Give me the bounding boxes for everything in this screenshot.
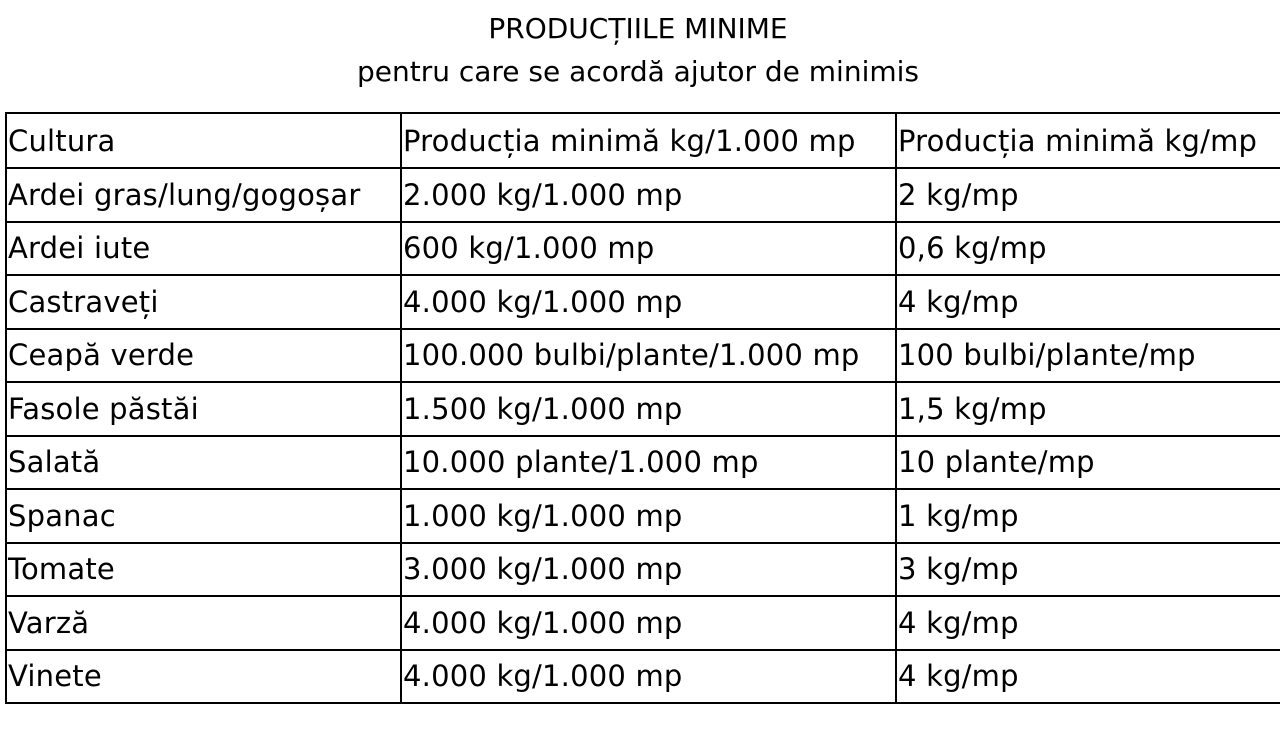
production-per-sqm-cell: 100 bulbi/plante/mp: [896, 329, 1280, 383]
production-per-sqm-cell: 10 plante/mp: [896, 436, 1280, 490]
production-table: [5, 112, 1280, 704]
production-per-1000-sqm-cell: 4.000 kg/1.000 mp: [401, 275, 896, 329]
culture-cell: Castraveți: [6, 275, 401, 329]
production-per-1000-sqm-cell: 1.500 kg/1.000 mp: [401, 382, 896, 436]
production-per-sqm-cell: 4 kg/mp: [896, 596, 1280, 650]
table-row: [6, 436, 1280, 490]
table-row: [6, 382, 1280, 436]
culture-cell: Fasole păstăi: [6, 382, 401, 436]
page-title: PRODUCȚIILE MINIME: [488, 12, 788, 45]
table-row: [6, 275, 1280, 329]
production-per-sqm-cell: 4 kg/mp: [896, 650, 1280, 704]
production-per-sqm-cell: 0,6 kg/mp: [896, 222, 1280, 276]
production-per-1000-sqm-cell: 4.000 kg/1.000 mp: [401, 596, 896, 650]
culture-cell: Varză: [6, 596, 401, 650]
table-row: [6, 329, 1280, 383]
production-table-container: [5, 112, 1280, 733]
production-per-1000-sqm-cell: 2.000 kg/1.000 mp: [401, 168, 896, 222]
production-per-sqm-cell: 1,5 kg/mp: [896, 382, 1280, 436]
header-cell-min-production-per-1000-sqm: Producția minimă kg/1.000 mp: [401, 113, 896, 168]
production-per-sqm-cell: 1 kg/mp: [896, 489, 1280, 543]
production-per-sqm-cell: 3 kg/mp: [896, 543, 1280, 597]
culture-cell: Vinete: [6, 650, 401, 704]
production-per-1000-sqm-cell: 3.000 kg/1.000 mp: [401, 543, 896, 597]
culture-cell: Tomate: [6, 543, 401, 597]
page-subtitle: pentru care se acordă ajutor de minimis: [356, 55, 920, 88]
header-cell-culture: Cultura: [6, 113, 401, 168]
culture-cell: Ardei gras/lung/gogoșar: [6, 168, 401, 222]
production-per-1000-sqm-cell: 10.000 plante/1.000 mp: [401, 436, 896, 490]
production-per-1000-sqm-cell: 600 kg/1.000 mp: [401, 222, 896, 276]
table-row: [6, 650, 1280, 704]
production-per-sqm-cell: 4 kg/mp: [896, 275, 1280, 329]
table-row: [6, 543, 1280, 597]
production-per-1000-sqm-cell: 1.000 kg/1.000 mp: [401, 489, 896, 543]
production-per-1000-sqm-cell: 4.000 kg/1.000 mp: [401, 650, 896, 704]
table-header-row: [6, 113, 1280, 168]
table-row: [6, 222, 1280, 276]
culture-cell: Spanac: [6, 489, 401, 543]
table-row: [6, 596, 1280, 650]
production-per-sqm-cell: 2 kg/mp: [896, 168, 1280, 222]
production-per-1000-sqm-cell: 100.000 bulbi/plante/1.000 mp: [401, 329, 896, 383]
culture-cell: Salată: [6, 436, 401, 490]
table-row: [6, 168, 1280, 222]
culture-cell: Ceapă verde: [6, 329, 401, 383]
table-row: [6, 489, 1280, 543]
header-cell-min-production-per-sqm: Producția minimă kg/mp: [896, 113, 1280, 168]
culture-cell: Ardei iute: [6, 222, 401, 276]
